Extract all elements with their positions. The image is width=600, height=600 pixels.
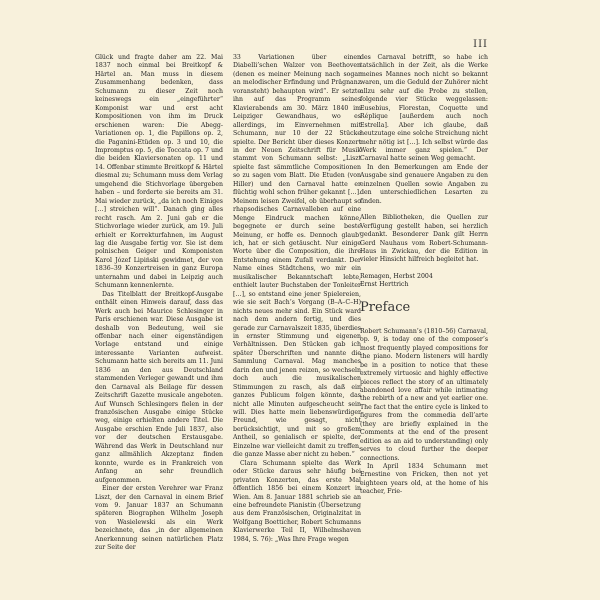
page-number: III	[473, 39, 488, 50]
paragraph: Robert Schumann’s (1810–56) Carnaval, op. 9, is today one of the composer’s most frequently played compositions for the piano. Modern listeners will hardly be in a position to notice that these extremely virtuosic and highly effective pieces reflect the story of an ultimately abandoned love affair while intimating the rebirth of a new and yet earlier one. The fact that the entire cycle is linked to figures from the commedia dell’arte (they are briefly explained in the Comments at the end of the present edition as an aid to understanding) only serves to cloud further the deeper connections.	[360, 327, 488, 462]
column-left	[95, 54, 223, 553]
paragraph: Einer der ersten Verehrer war Franz Liszt, der den Carnaval in einem Brief vom 9. Januar 1837 an Schumann späteren Biographen Wilhelm Joseph von Wasielewski als ein Werk bezeichnete, das „in der allgemeinen Anerkennung seinen natürlichen Platz zur Seite der	[95, 485, 223, 552]
paragraph: In April 1834 Schumann met Ernestine von Fricken, then not yet eighteen years old, at the home of his teacher, Frie-	[360, 463, 488, 496]
column-middle	[233, 54, 361, 544]
place-date: Remagen, Herbst 2004	[360, 272, 433, 280]
paragraph: Clara Schumann spielte das Werk oder Stücke daraus sehr häufig bei privaten Konzerten, das erste Mal öffentlich 1856 bei einem Konzert in Wien. Am 8. Januar 1881 schrieb sie an eine befreundete Pianistin (Übersetzung aus dem Französischen, Originalzitat in Wolfgang Boetticher, Robert Schumanns Klavierwerke Teil II, Wilhelmshaven 1984, S. 76): „Was Ihre Frage wegen	[233, 459, 361, 543]
column-right	[360, 54, 488, 497]
paragraph: 33 Variationen über einen Diabelli’schen Walzer von Beethoven (denen es meiner Meinung nach sogar an melodischer Erfindung und Prägnanz voransteht) behaupten wird“. Er setzte ihn auf das Programm seines Klavierabends am 30. März 1840 im Leipziger Gewandhaus, wo es allerdings, im Einvernehmen mit Schumann, nur 10 der 22 Stücke spielte. Der Bericht über dieses Konzert in der Neuen Zeitschrift für Musik stammt von Schumann selbst: „Liszt spielte fast sämmtliche Compositionen so zu sagen vom Blatt. Die Etuden (von Hiller) und den Carnaval hatte er flüchtig wohl schon früher gekannt […]. Meinem leisen Zweifel, ob überhaupt so rhapsodisches Carnavalleben auf eine Menge Eindruck machen könne, begegnete er durch seine beste Meinung, er hoffe es. Dennoch glaub’ ich, hat er sich getäuscht. Nur einige Worte über die Composition, die ihre Entstehung einem Zufall verdankt. Der Name eines Städtchens, wo mir ein musikalischer Bekanntschaft lebte, enthielt lauter Buchstaben der Tonleiter […], so entstand eine jener Spielereien, wie sie seit Bach’s Vorgang (B–A–C–H) nichts neues mehr sind. Ein Stück ward nach dem andern fertig, und dies gerade zur Carnavalszeit 1835, überdies in ernster Stimmung und eigenen Verhältnissen. Den Stücken gab ich später Überschriften und nannte die Sammlung Carnaval. Mag manches darin den und jenen reizen, so wechseln doch auch die musikalischen Stimmungen zu rasch, als daß ein ganzes Publicum folgen könnte, das nicht alle Minuten aufgescheucht sein will. Dies hatte mein liebenswürdiger Freund, wie gesagt, nicht berücksichtigt, und mit so großem Antheil, so genialisch er spielte, der Einzelne war vielleicht damit zu treffen, die ganze Masse aber nicht zu heben.“	[233, 54, 361, 459]
acknowledgement: Allen Bibliotheken, die Quellen zur Verfügung gestellt haben, sei herzlich gedankt. Besonderer Dank gilt Herrn Gerd Nauhaus vom Robert-Schumann-Haus in Zwickau, der die Edition in vieler Hinsicht hilfreich begleitet hat.	[360, 214, 488, 264]
author-signature: Ernst Herttrich	[360, 281, 409, 289]
paragraph: des Carnaval betrifft, so habe ich tatsächlich in der Zeit, als die Werke meines Mannes noch nicht so bekannt waren, um die Geduld der Zuhörer nicht allzu sehr auf die Probe zu stellen, folgende vier Stücke weggelassen: Eusebius, Florestan, Coquette und Réplique [außerdem auch noch Estrella]. Aber ich glaube, daß heutzutage eine solche Streichung nicht mehr nötig ist […]. Ich selbst würde das Werk immer ganz spielen.“ Der Carnaval hatte seinen Weg gemacht.	[360, 54, 488, 163]
paragraph: In den Bemerkungen am Ende der Ausgabe sind genauere Angaben zu den einzelnen Quellen sowie Angaben zu den unterschiedlichen Lesarten zu finden.	[360, 163, 488, 205]
paragraph: Das Titelblatt der Breitkopf-Ausgabe enthält einen Hinweis darauf, dass das Werk auch bei Maurice Schlesinger in Paris erschienen war. Diese Ausgabe ist deshalb von Bedeutung, weil sie offenbar nach einer eigenständigen Vorlage entstand und einige interessante Varianten aufweist. Schumann hatte sich bereits am 11. Juni 1836 an den aus Deutschland stammenden Verleger gewandt und ihm den Carnaval als Beilage für dessen Zeitschrift Gazette musicale angeboten. Auf Wunsch Schlesingers fielen in der französischen Ausgabe einige Stücke weg, einige erhielten andere Titel. Die Ausgabe erschien Ende Juli 1837, also vor der deutschen Erstausgabe. Während das Werk in Deutschland nur ganz allmählich Akzeptanz finden konnte, wurde es in Frankreich von Anfang an sehr freundlich aufgenommen.	[95, 290, 223, 484]
preface-heading: Preface	[360, 299, 411, 315]
paragraph: Glück und fragte daher am 22. Mai 1837 noch einmal bei Breitkopf & Härtel an. Man muss in diesem Zusammenhang bedenken, dass Schumann zu dieser Zeit noch keineswegs ein „eingeführter“ Komponist war und erst acht Kompositionen von ihm im Druck erschienen waren: Die Abegg-Variationen op. 1, die Papillons op. 2, die Paganini-Etüden op. 3 und 10, die Impromptus op. 5, die Toccata op. 7 und die beiden Klaviersonaten op. 11 und 14. Offenbar stimmte Breitkopf & Härtel diesmal zu; Schumann muss dem Verlag umgehend die Stichvorlage übergeben haben – und forderte sie bereits am 31. Mai wieder zurück, „da ich noch Einiges […] streichen will“. Danach ging alles recht rasch. Am 2. Juni gab er die Stichvorlage wieder zurück, am 19. Juli erhielt er Korrekturfahnen, im August lag die Ausgabe fertig vor. Sie ist dem polnischen Geiger und Komponisten Karol Józef Lipiński gewidmet, der von 1836–39 Konzertreisen in ganz Europa unternahm und dabei in Leipzig auch Schumann kennenlernte.	[95, 54, 223, 290]
